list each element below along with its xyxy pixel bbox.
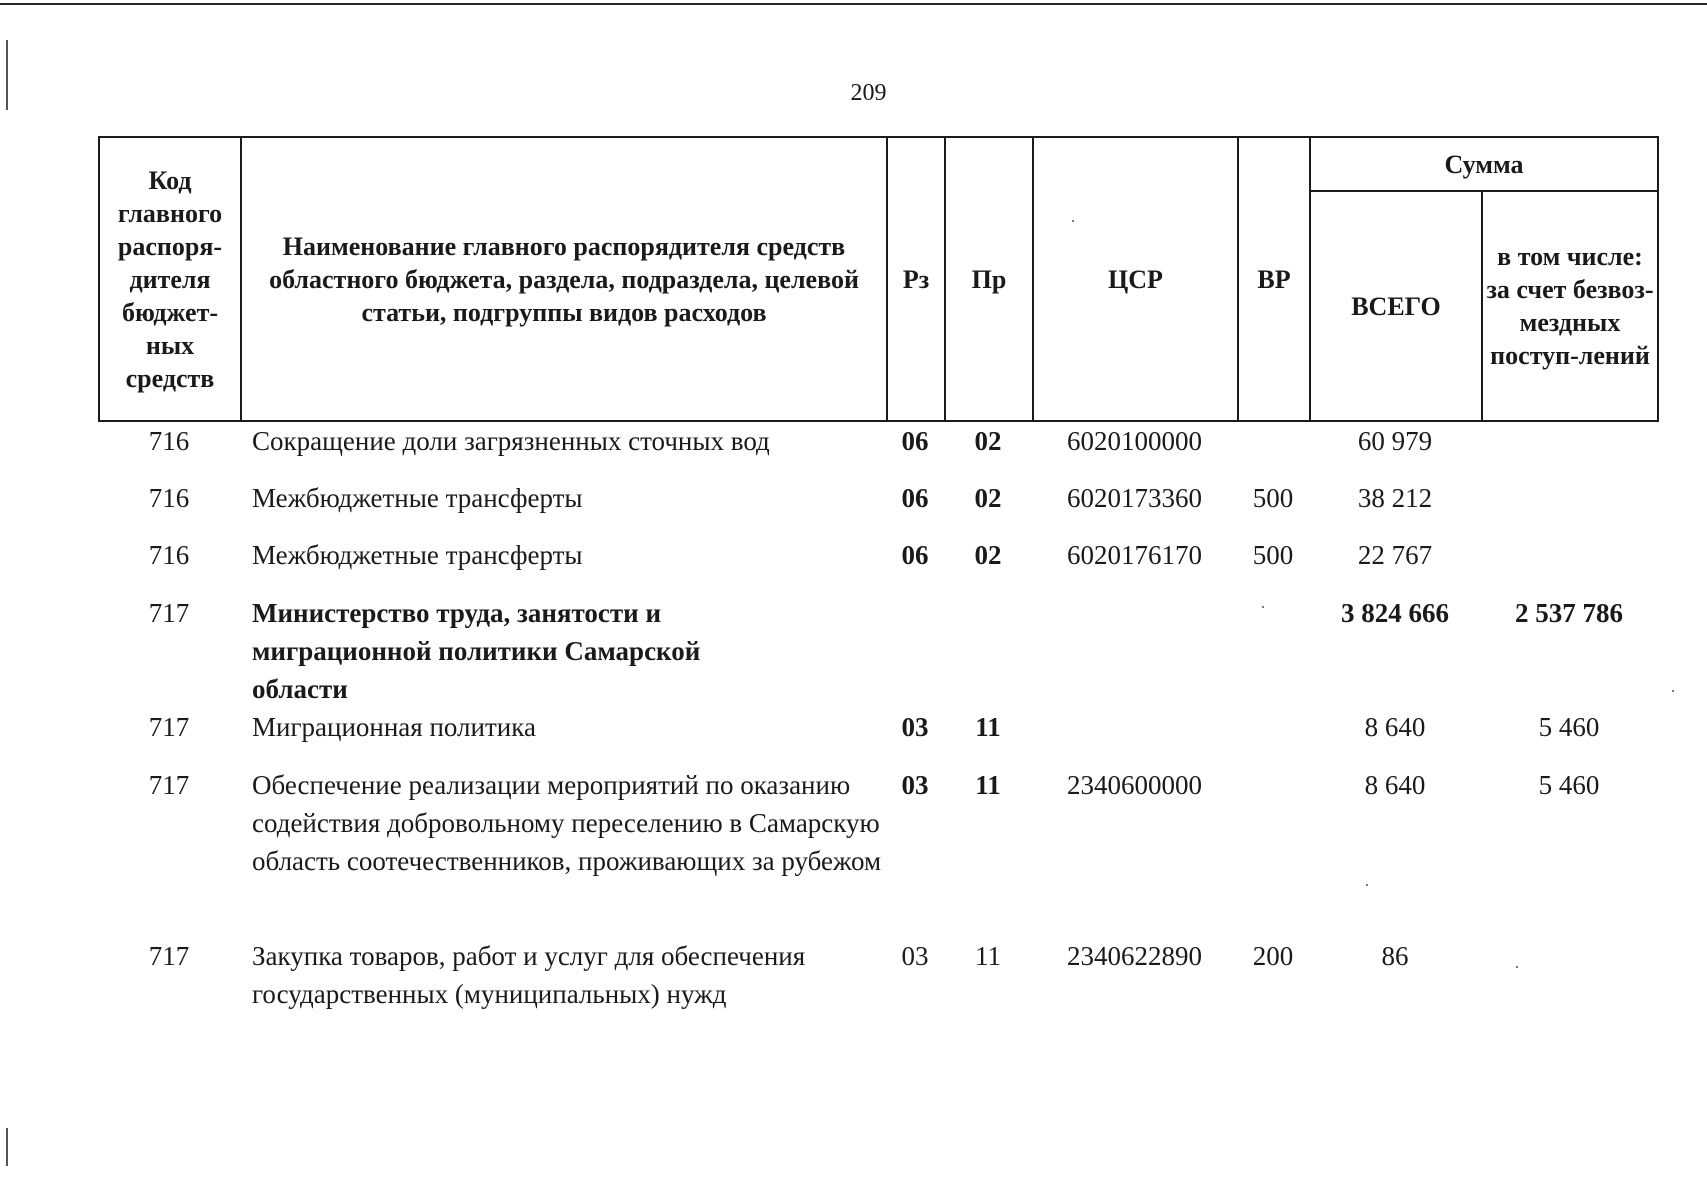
row-name: Миграционная политика (252, 712, 536, 742)
row-vr: 200 (1252, 941, 1294, 971)
row-total: 3 824 666 (1341, 598, 1449, 628)
row-name: Межбюджетные трансферты (252, 540, 583, 570)
row-csr: 6020100000 (1067, 426, 1202, 456)
row-pr: 02 (974, 483, 1002, 513)
row-rz: 06 (901, 540, 929, 570)
budget-table-header (98, 136, 1659, 422)
row-vr: 500 (1252, 540, 1294, 570)
row-code: 716 (148, 483, 190, 513)
row-pr: 11 (975, 712, 1001, 742)
row-total: 8 640 (1364, 712, 1426, 742)
header-rz: Рз (887, 137, 945, 421)
row-pr: 11 (975, 941, 1001, 971)
row-csr: 6020176170 (1067, 540, 1202, 570)
header-code: Код главного распоря-дителя бюджет-ных средств (99, 137, 241, 421)
row-free: 5 460 (1538, 712, 1600, 742)
row-csr: 6020173360 (1067, 483, 1202, 513)
row-rz: 03 (901, 712, 929, 742)
page-number: 209 (850, 80, 887, 106)
row-vr: 500 (1252, 483, 1294, 513)
scan-speck (1262, 606, 1264, 608)
row-name: Межбюджетные трансферты (252, 483, 583, 513)
row-csr: 2340622890 (1067, 941, 1202, 971)
header-summa: Сумма (1310, 137, 1658, 191)
row-csr: 2340600000 (1067, 770, 1202, 800)
header-name: Наименование главного распорядителя средств областного бюджета, раздела, подраздела, целевой статьи, подгруппы видов расходов (241, 137, 887, 421)
row-code: 716 (148, 540, 190, 570)
row-pr: 02 (974, 426, 1002, 456)
row-code: 717 (148, 941, 190, 971)
row-total: 8 640 (1364, 770, 1426, 800)
header-total: ВСЕГО (1310, 191, 1482, 421)
row-total: 38 212 (1357, 483, 1433, 513)
row-free: 5 460 (1538, 770, 1600, 800)
row-name: Сокращение доли загрязненных сточных вод (252, 426, 770, 456)
row-pr: 02 (974, 540, 1002, 570)
row-rz: 03 (901, 770, 929, 800)
row-code: 717 (148, 770, 190, 800)
row-rz: 06 (901, 483, 929, 513)
row-total: 86 (1381, 941, 1409, 971)
row-code: 716 (148, 426, 190, 456)
scan-speck (1366, 884, 1368, 886)
row-code: 717 (148, 712, 190, 742)
scan-speck (1672, 690, 1674, 692)
row-code: 717 (148, 598, 190, 628)
row-total: 22 767 (1357, 540, 1433, 570)
row-rz: 06 (901, 426, 929, 456)
header-free: в том числе: за счет безвоз-мездных поступ-лений (1482, 191, 1658, 421)
scan-speck (1516, 966, 1518, 968)
header-vr: ВР (1238, 137, 1310, 421)
row-total: 60 979 (1357, 426, 1433, 456)
row-rz: 03 (901, 941, 929, 971)
row-name: Министерство труда, занятости и миграционной политики Самарской области (252, 598, 701, 704)
row-name: Закупка товаров, работ и услуг для обеспечения государственных (муниципальных) нужд (252, 941, 806, 1009)
header-pr: Пр (945, 137, 1033, 421)
row-name: Обеспечение реализации мероприятий по оказанию содействия добровольному переселению в Самарскую область соотечественников, проживающих за рубежом (252, 770, 882, 876)
header-csr: ЦСР (1033, 137, 1238, 421)
scan-left-mark (6, 1128, 8, 1166)
row-free: 2 537 786 (1515, 598, 1623, 628)
scan-top-border (0, 3, 1707, 5)
row-pr: 11 (975, 770, 1001, 800)
